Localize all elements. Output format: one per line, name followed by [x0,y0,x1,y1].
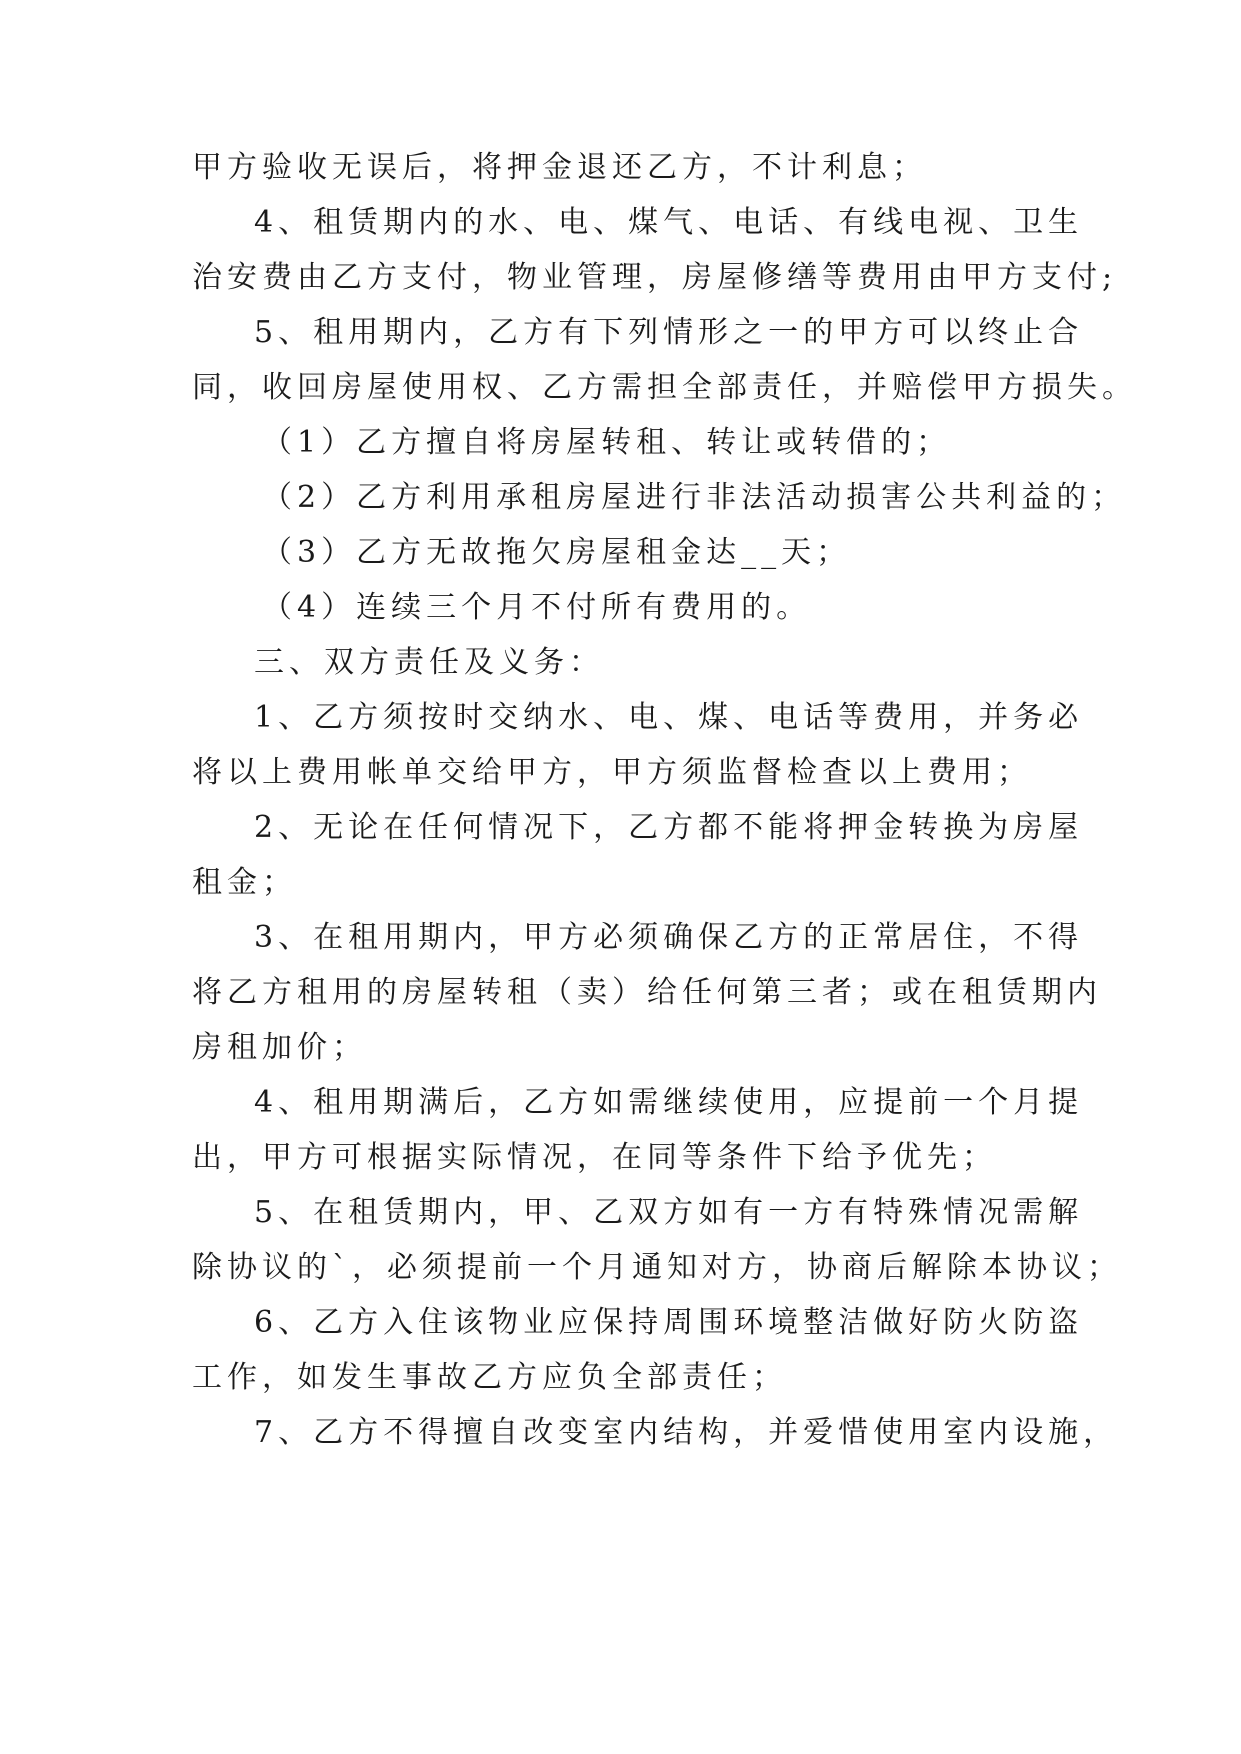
text-line: 4、租用期满后，乙方如需继续使用，应提前一个月提 [254,1085,1084,1120]
text-line: 出，甲方可根据实际情况，在同等条件下给予优先； [192,1140,997,1175]
text-line: 治安费由乙方支付，物业管理，房屋修缮等费用由甲方支付; [192,260,1118,295]
text-line: 6、乙方入住该物业应保持周围环境整洁做好防火防盗 [254,1305,1084,1340]
text-line: 租金； [192,865,297,900]
text-line: （2）乙方利用承租房屋进行非法活动损害公共利益的； [262,480,1127,515]
text-line: 工作，如发生事故乙方应负全部责任； [192,1360,787,1395]
text-line: 4、租赁期内的水、电、煤气、电话、有线电视、卫生 [254,205,1084,240]
text-line: 3、在租用期内，甲方必须确保乙方的正常居住，不得 [254,920,1084,955]
text-line: 同，收回房屋使用权、乙方需担全部责任，并赔偿甲方损失。 [192,370,1137,405]
text-line: 2、无论在任何情况下，乙方都不能将押金转换为房屋 [254,810,1084,845]
text-line: 房租加价； [192,1030,367,1065]
text-line: 5、租用期内，乙方有下列情形之一的甲方可以终止合 [254,315,1084,350]
section-heading: 三、双方责任及义务： [254,645,604,680]
text-line: 将以上费用帐单交给甲方，甲方须监督检查以上费用； [192,755,1032,790]
text-line: 7、乙方不得擅自改变室内结构，并爱惜使用室内设施， [254,1415,1119,1450]
text-line: （4）连续三个月不付所有费用的。 [262,590,812,625]
text-line: （3）乙方无故拖欠房屋租金达__天； [262,535,852,570]
text-line: 甲方验收无误后，将押金退还乙方，不计利息； [192,150,927,185]
text-line: 5、在租赁期内，甲、乙双方如有一方有特殊情况需解 [254,1195,1084,1230]
text-line: 1、乙方须按时交纳水、电、煤、电话等费用，并务必 [254,700,1084,735]
text-line: 除协议的`，必须提前一个月通知对方，协商后解除本协议； [192,1250,1122,1285]
text-line: 将乙方租用的房屋转租（卖）给任何第三者；或在租赁期内 [192,975,1102,1010]
text-line: （1）乙方擅自将房屋转租、转让或转借的； [262,425,952,460]
